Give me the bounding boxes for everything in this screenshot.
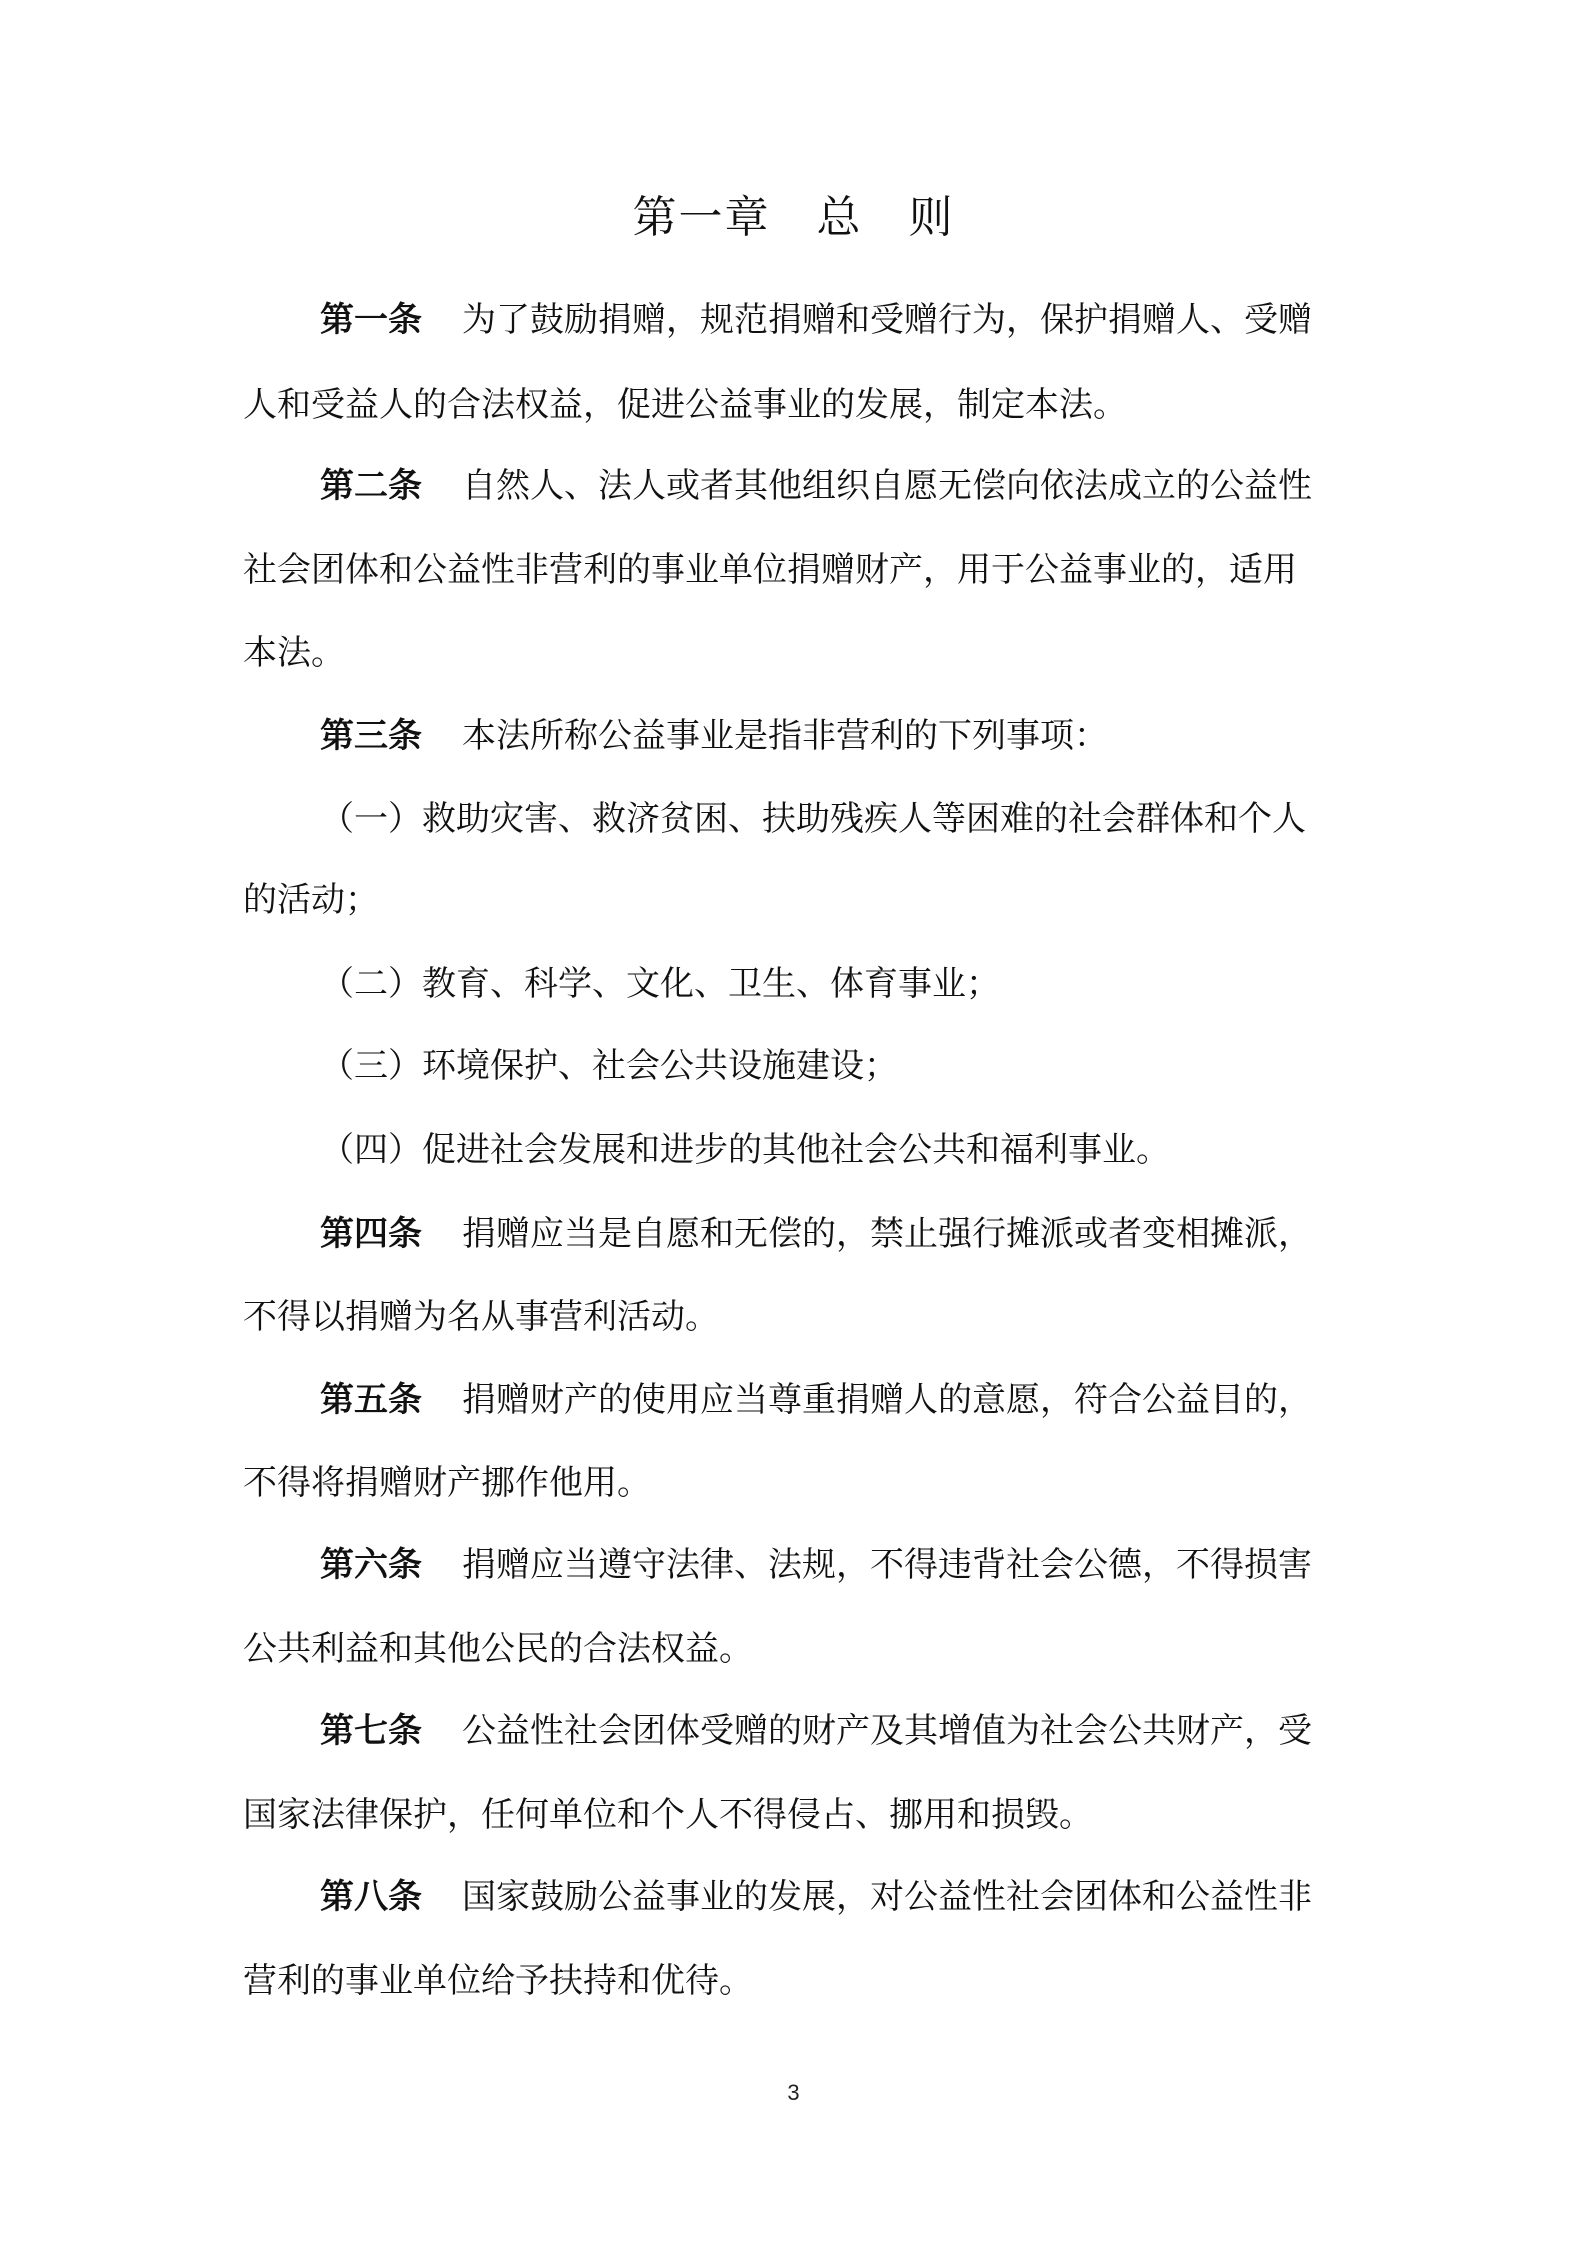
article-5-line-2: 不得将捐赠财产挪作他用。 — [243, 1463, 651, 1503]
article-2-line-1 — [320, 462, 1393, 510]
chapter-title: 第一章 总 则 — [632, 192, 955, 243]
article-3-item-2: （二）教育、科学、文化、卫生、体育事业； — [320, 964, 1000, 1004]
article-1-line-1 — [320, 296, 1393, 344]
article-4-text-1: 捐赠应当是自愿和无偿的，禁止强行摊派或者变相摊派， — [462, 1214, 1312, 1254]
article-1-label: 第一条 — [320, 300, 422, 340]
article-4-line-1 — [320, 1210, 1393, 1258]
page-number: 3 — [787, 2080, 800, 2105]
article-7-line-1 — [320, 1707, 1393, 1755]
article-6-text-1: 捐赠应当遵守法律、法规，不得违背社会公德，不得损害 — [462, 1545, 1312, 1585]
article-2-line-2: 社会团体和公益性非营利的事业单位捐赠财产，用于公益事业的，适用 — [243, 550, 1297, 590]
article-3-item-3: （三）环境保护、社会公共设施建设； — [320, 1046, 898, 1086]
article-3-item-4: （四）促进社会发展和进步的其他社会公共和福利事业。 — [320, 1130, 1170, 1170]
article-6-label: 第六条 — [320, 1545, 422, 1585]
article-3-item-1-line-1: （一）救助灾害、救济贫困、扶助残疾人等困难的社会群体和个人 — [320, 799, 1306, 839]
article-2-line-3: 本法。 — [243, 633, 345, 673]
article-8-label: 第八条 — [320, 1877, 422, 1917]
article-5-label: 第五条 — [320, 1380, 422, 1420]
article-1-line-2: 人和受益人的合法权益，促进公益事业的发展，制定本法。 — [243, 385, 1127, 425]
article-2-text-1: 自然人、法人或者其他组织自愿无偿向依法成立的公益性 — [462, 466, 1312, 506]
article-3-line-1 — [320, 712, 1393, 760]
article-4-label: 第四条 — [320, 1214, 422, 1254]
article-3-label: 第三条 — [320, 716, 422, 756]
article-7-label: 第七条 — [320, 1711, 422, 1751]
article-6-line-2: 公共利益和其他公民的合法权益。 — [243, 1629, 753, 1669]
article-7-line-2: 国家法律保护，任何单位和个人不得侵占、挪用和损毁。 — [243, 1795, 1093, 1835]
article-8-line-2: 营利的事业单位给予扶持和优待。 — [243, 1961, 753, 2001]
article-3-text-1: 本法所称公益事业是指非营利的下列事项： — [462, 716, 1108, 756]
article-1-text-1: 为了鼓励捐赠，规范捐赠和受赠行为，保护捐赠人、受赠 — [462, 300, 1312, 340]
article-6-line-1 — [320, 1541, 1393, 1589]
article-8-text-1: 国家鼓励公益事业的发展，对公益性社会团体和公益性非 — [462, 1877, 1312, 1917]
article-8-line-1 — [320, 1873, 1393, 1921]
article-5-text-1: 捐赠财产的使用应当尊重捐赠人的意愿，符合公益目的， — [462, 1380, 1312, 1420]
article-5-line-1 — [320, 1376, 1393, 1424]
article-4-line-2: 不得以捐赠为名从事营利活动。 — [243, 1297, 719, 1337]
article-2-label: 第二条 — [320, 466, 422, 506]
article-3-item-1-line-2: 的活动； — [243, 880, 379, 920]
article-7-text-1: 公益性社会团体受赠的财产及其增值为社会公共财产，受 — [462, 1711, 1312, 1751]
